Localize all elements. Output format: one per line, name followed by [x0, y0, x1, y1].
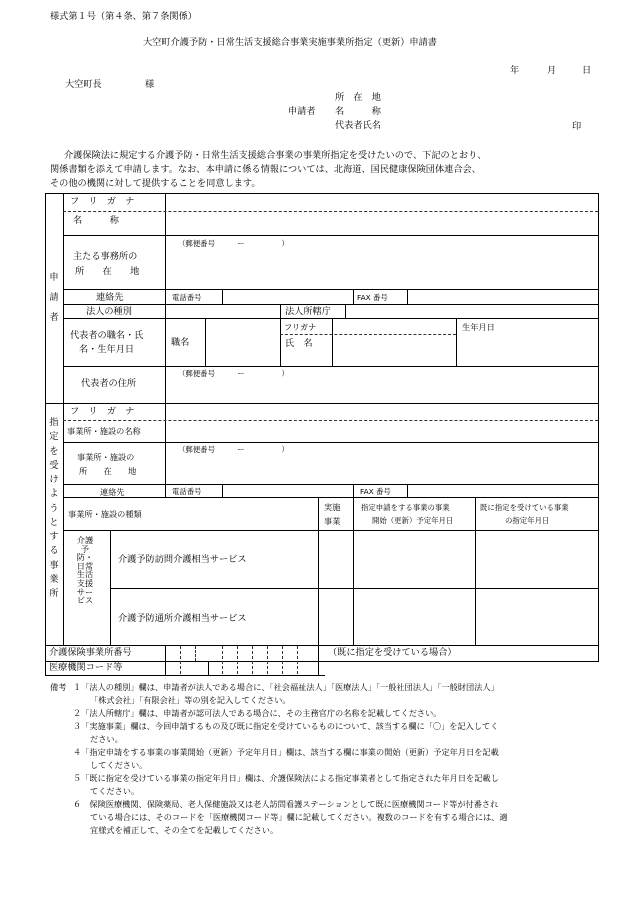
note-line: してください。 [90, 760, 148, 770]
notes-label: 備考 [50, 682, 67, 692]
rep-label-2: 名・生年月日 [79, 344, 135, 355]
postal-code-1: （郵便番号 ー ） [178, 239, 289, 248]
addressee-suffix: 様 [145, 79, 155, 90]
note-line: ている場合には、そのコードを「医療機関コード等」欄に記載してください。複数のコードを有する場合には、適 [90, 812, 508, 822]
note-line: ５「既に指定を受けている事業の指定年月日」欄は、介護保険法による指定事業者として指定された年月日を記載し [73, 773, 499, 783]
service-day-care: 介護予防通所介護相当サービス [118, 613, 247, 624]
applicant-location: 所 在 地 [335, 92, 381, 103]
facility-name-label: 事業所・施設の名称 [67, 426, 141, 436]
applicant-label: 申請者 [288, 106, 316, 117]
addressee: 大空町長 [65, 79, 102, 90]
insurance-number-label: 介護保険事業所番号 [49, 647, 132, 658]
note-line: ださい。 [90, 734, 123, 744]
contact-label-1: 連絡先 [96, 292, 124, 303]
applicant-side-label: 申請者 [49, 272, 59, 323]
intro-line-2: 関係書類を添えて申請します。なお、本申請に係る情報については、北海道、国民健康保険団体連合会、 [50, 164, 481, 175]
note-line: ３「実施事業」欄は、今回申請するもの及び既に指定を受けているものについて、該当する欄に「〇」を記入してく [73, 721, 499, 731]
facility-kind-label: 事業所・施設の種類 [68, 509, 142, 519]
postal-code-2: （郵便番号 ー ） [178, 369, 289, 378]
birthdate-label: 生年月日 [462, 322, 495, 332]
form-title: 大空町介護予防・日常生活支援総合事業実施事業所指定（更新）申請書 [143, 37, 437, 48]
applicant-rep: 代表者氏名 [335, 120, 381, 131]
corp-jurisdiction-label: 法人所轄庁 [285, 306, 331, 317]
seal-mark: 印 [572, 121, 582, 132]
date-month: 月 [547, 65, 557, 76]
impl-header-1: 実施 [324, 502, 341, 512]
facility-side-label: 指定を受けようとする事業所 [49, 417, 59, 599]
contact-label-2: 連絡先 [100, 487, 125, 497]
service-category-label: 介護予防・日常生活支援サービス [76, 535, 94, 606]
rep-label-1: 代表者の職名・氏 [70, 330, 144, 341]
insurance-number-note: （既に指定を受けている場合） [328, 647, 457, 658]
intro-line-1: 介護保険法に規定する介護予防・日常生活支援総合事業の事業所指定を受けたいので、下記のとおり、 [64, 150, 487, 161]
facility-location-label-2: 所 在 地 [79, 466, 137, 476]
start-date-header-2: 開始（更新）予定年月日 [372, 516, 454, 525]
corp-type-label: 法人の種別 [86, 306, 132, 317]
position-label: 職名 [171, 337, 190, 348]
prev-date-header-2: の指定年月日 [505, 516, 550, 525]
prev-date-header-1: 既に指定を受けている事業 [480, 503, 569, 512]
rep-address-label: 代表者の住所 [81, 378, 137, 389]
date-day: 日 [582, 65, 592, 76]
applicant-name: 名 称 [335, 106, 381, 117]
fax-label-1: FAX 番号 [357, 293, 388, 302]
tel-label-1: 電話番号 [172, 293, 202, 302]
rep-name-label: 氏 名 [285, 338, 313, 349]
note-line: 「株式会社」「有限会社」等の別を記入してください。 [90, 695, 291, 705]
note-line: １「法人の種別」欄は、申請者が法人である場合に、「社会福祉法人」「医療法人」「一般社団法人」「一般財団法人」 [73, 682, 499, 692]
rep-furigana-label: フリガナ [284, 322, 317, 332]
facility-furigana-label: フ リ ガ ナ [70, 406, 135, 417]
service-home-visit: 介護予防訪問介護相当サービス [118, 554, 247, 565]
office-label-2: 所 在 地 [75, 266, 140, 277]
date-year: 年 [510, 65, 520, 76]
note-line: ６ 保険医療機関、保険薬局、老人保健施設又は老人訪問看護ステーションとして既に医療機関コード等が付番され [73, 799, 499, 809]
fax-label-2: FAX 番号 [360, 487, 391, 496]
note-line: てください。 [90, 786, 140, 796]
note-line: ４「指定申請をする事業の事業開始（更新）予定年月日」欄は、該当する欄に事業の開始（更新）予定年月日を記載 [73, 747, 499, 757]
impl-header-2: 事業 [324, 516, 341, 526]
intro-line-3: その他の機関に対して提供することを同意します。 [50, 178, 261, 189]
form-number: 様式第１号（第４条、第７条関係） [50, 11, 197, 22]
postal-code-3: （郵便番号 ー ） [178, 445, 289, 454]
note-line: ２「法人所轄庁」欄は、申請者が認可法人である場合に、その主務官庁の名称を記載してください。 [73, 708, 442, 718]
medical-code-label: 医療機関コード等 [49, 662, 123, 673]
tel-label-2: 電話番号 [172, 487, 202, 496]
facility-location-label-1: 事業所・施設の [77, 452, 135, 462]
name-label: 名 称 [73, 215, 119, 226]
start-date-header-1: 指定申請をする事業の事業 [361, 503, 450, 512]
furigana-label: フ リ ガ ナ [70, 196, 135, 207]
office-label-1: 主たる事務所の [73, 251, 138, 262]
note-line: 宜様式を補正して、その全てを記載してください。 [90, 825, 279, 835]
